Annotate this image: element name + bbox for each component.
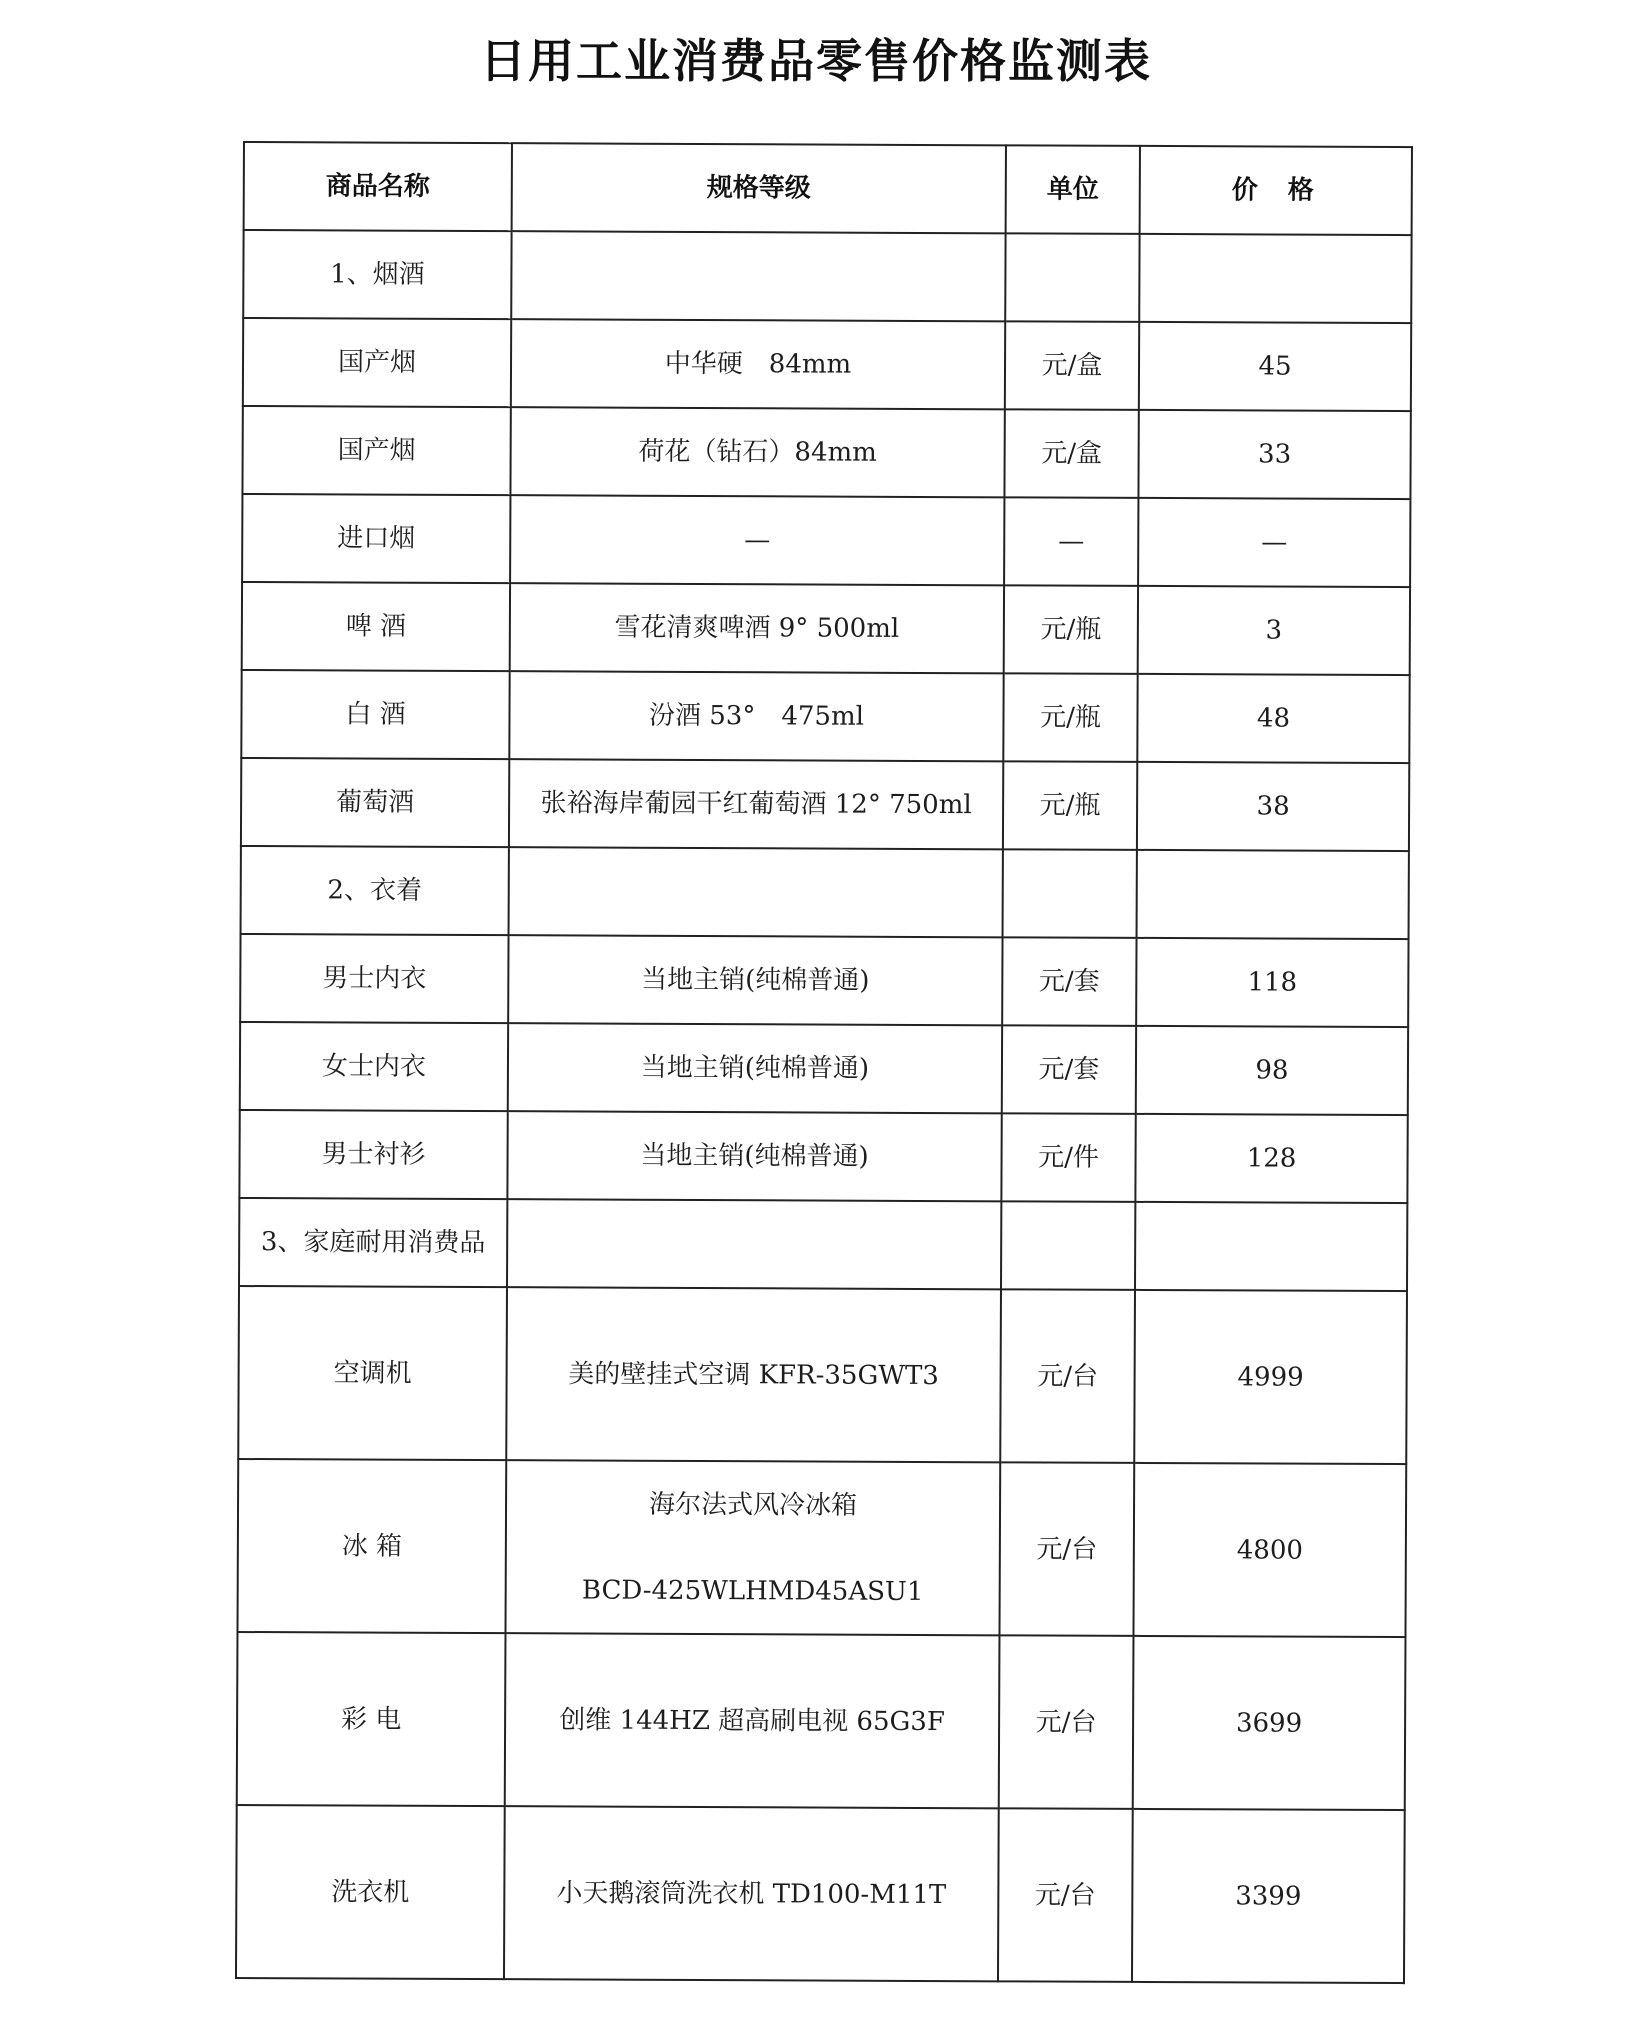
- table-row-section-durables: [239, 1198, 1407, 1291]
- table-row: [237, 1459, 1406, 1637]
- header-price: 价格: [1140, 146, 1412, 235]
- cell-name: 空调机: [238, 1286, 507, 1460]
- cell-unit: [1001, 1201, 1135, 1290]
- cell-price: 33: [1138, 410, 1410, 499]
- cell-unit: 元/瓶: [1004, 585, 1138, 674]
- cell-spec: [511, 231, 1005, 321]
- table-row: [242, 406, 1410, 499]
- cell-price: [1137, 850, 1409, 939]
- cell-name: 白 酒: [241, 670, 509, 759]
- cell-name: 女士内衣: [240, 1022, 508, 1111]
- cell-spec: 美的壁挂式空调 KFR-35GWT3: [506, 1287, 1001, 1462]
- cell-unit: 元/瓶: [1003, 673, 1137, 762]
- cell-price: 118: [1136, 938, 1408, 1027]
- header-unit: 单位: [1006, 145, 1140, 234]
- price-monitoring-table: [235, 141, 1413, 1984]
- cell-name: 进口烟: [242, 494, 510, 583]
- table-row: [242, 582, 1410, 675]
- table-row: [237, 1632, 1406, 1810]
- cell-name: 葡萄酒: [241, 758, 509, 847]
- cell-price: 48: [1137, 674, 1409, 763]
- cell-name: 3、家庭耐用消费品: [239, 1198, 507, 1287]
- table-row: [240, 934, 1408, 1027]
- cell-spec: 汾酒 53° 475ml: [509, 671, 1003, 761]
- table-row-section-tobacco-alcohol: [243, 230, 1411, 323]
- cell-name: 男士内衣: [240, 934, 508, 1023]
- table-row: [239, 1110, 1407, 1203]
- cell-name: 国产烟: [242, 406, 510, 495]
- cell-price: [1139, 234, 1411, 323]
- cell-unit: 元/套: [1002, 937, 1136, 1026]
- cell-name: 冰 箱: [237, 1459, 506, 1633]
- cell-name: 洗衣机: [236, 1805, 505, 1979]
- cell-unit: 元/台: [1000, 1289, 1135, 1463]
- cell-spec: [507, 1199, 1001, 1289]
- cell-price: —: [1138, 498, 1410, 587]
- table-row: [240, 1022, 1408, 1115]
- table-row: [242, 494, 1410, 587]
- cell-spec: 小天鹅滚筒洗衣机 TD100-M11T: [504, 1806, 999, 1981]
- table-row: [243, 318, 1411, 411]
- table-header-row: [244, 142, 1412, 235]
- cell-name: 啤 酒: [242, 582, 510, 671]
- cell-price: 38: [1137, 762, 1409, 851]
- cell-unit: 元/盒: [1004, 409, 1138, 498]
- cell-unit: [1005, 233, 1139, 322]
- cell-unit: 元/件: [1001, 1113, 1135, 1202]
- header-name: 商品名称: [244, 142, 512, 231]
- cell-spec: 当地主销(纯棉普通): [508, 935, 1002, 1025]
- cell-spec: 雪花清爽啤酒 9° 500ml: [510, 583, 1004, 673]
- cell-name: 1、烟酒: [243, 230, 511, 319]
- cell-spec: 荷花（钻石）84mm: [510, 407, 1004, 497]
- cell-price: 98: [1136, 1026, 1408, 1115]
- cell-unit: 元/盒: [1005, 321, 1139, 410]
- spec-line: BCD-425WLHMD45ASU1: [581, 1574, 924, 1607]
- cell-unit: 元/瓶: [1003, 761, 1137, 850]
- cell-name: 男士衬衫: [239, 1110, 507, 1199]
- cell-price: 128: [1135, 1114, 1407, 1203]
- cell-price: 45: [1139, 322, 1411, 411]
- cell-spec: 创维 144HZ 超高刷电视 65G3F: [505, 1633, 1000, 1808]
- table-row: [236, 1805, 1405, 1983]
- cell-unit: [1003, 849, 1137, 938]
- cell-spec: 当地主销(纯棉普通): [507, 1111, 1001, 1201]
- cell-unit: —: [1004, 497, 1138, 586]
- cell-price: 4800: [1133, 1463, 1406, 1637]
- cell-price: 3399: [1132, 1809, 1405, 1983]
- page-title: 日用工业消费品零售价格监测表: [480, 34, 1152, 88]
- header-spec: 规格等级: [512, 143, 1006, 233]
- table-row: [241, 758, 1409, 851]
- cell-spec: 中华硬 84mm: [511, 319, 1005, 409]
- cell-spec: [505, 1460, 1000, 1635]
- cell-unit: 元/台: [999, 1462, 1134, 1636]
- spec-multiline: [513, 1486, 994, 1610]
- cell-name: 2、衣着: [241, 846, 509, 935]
- cell-unit: 元/台: [999, 1635, 1134, 1809]
- spec-line: 海尔法式风冷冰箱: [648, 1489, 858, 1521]
- cell-price: 3699: [1133, 1636, 1406, 1810]
- cell-spec: —: [510, 495, 1004, 585]
- cell-unit: 元/套: [1002, 1025, 1136, 1114]
- cell-spec: 当地主销(纯棉普通): [508, 1023, 1002, 1113]
- cell-name: 彩 电: [237, 1632, 506, 1806]
- table-row: [241, 670, 1409, 763]
- table-row-section-clothing: [241, 846, 1409, 939]
- cell-price: [1135, 1202, 1407, 1291]
- price-table-wrapper: [235, 141, 1411, 1984]
- cell-name: 国产烟: [243, 318, 511, 407]
- cell-price: 3: [1138, 586, 1410, 675]
- cell-unit: 元/台: [998, 1808, 1133, 1982]
- table-row: [238, 1286, 1407, 1464]
- cell-spec: [509, 847, 1003, 937]
- cell-price: 4999: [1134, 1290, 1407, 1464]
- cell-spec: 张裕海岸葡园干红葡萄酒 12° 750ml: [509, 759, 1003, 849]
